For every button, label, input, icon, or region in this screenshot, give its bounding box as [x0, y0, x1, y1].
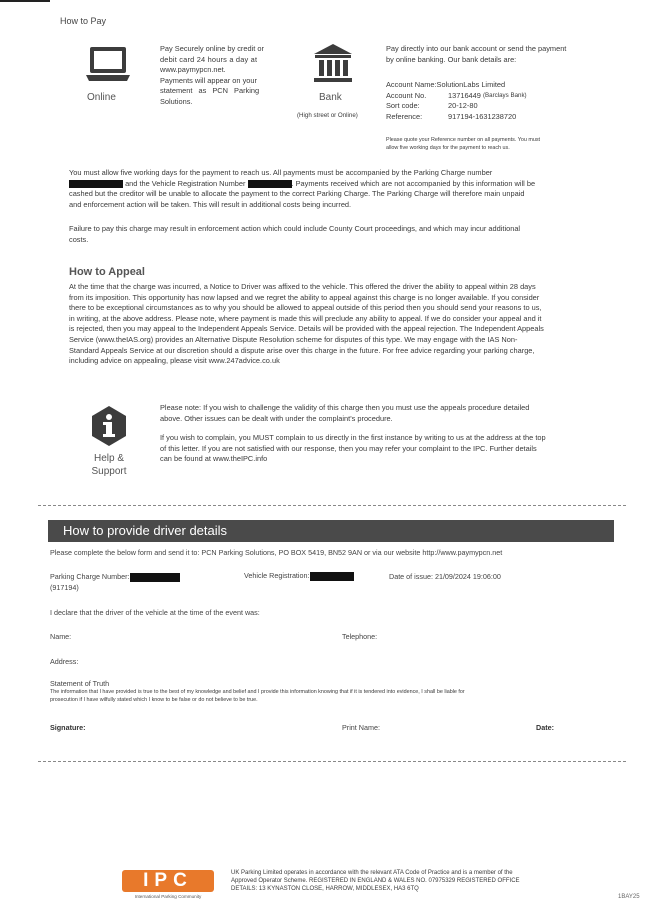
date-of-issue: Date of issue: 21/09/2024 19:06:00	[389, 572, 501, 581]
redacted-block	[248, 180, 292, 188]
vehicle-registration-field[interactable]: Vehicle Registration:	[244, 571, 354, 581]
laptop-icon	[84, 45, 132, 85]
section-title-how-to-pay: How to Pay	[60, 16, 107, 26]
bank-details: Account Name:SolutionLabs Limited Account No. 13716449 (Barclays Bank) Sort code: 20-12-80 Reference: 917194-1631238720	[386, 80, 527, 121]
bank-note: Please quote your Reference number on all payments. You must allow five working days for the payment to reach us.	[386, 137, 541, 151]
driver-details-banner	[48, 520, 614, 542]
ipc-logo-mark: IPC	[122, 870, 214, 892]
redacted-block	[310, 572, 354, 581]
address-field[interactable]: Address:	[50, 657, 79, 666]
payment-body: You must allow five working days for the payment to reach us. All payments must be accompanied by the Parking Charge number and the Vehicle Registration Number . Payments received which are not accompanied by this information will be cashed but the creditor will be unable to allocate the payment to the correct Parking Charge. The Parking Charge will therefore main unpaid and enforcement action will be taken. This will result in additional costs being incurred.	[69, 168, 536, 209]
bank-intro: Pay directly into our bank account or send the payment by online banking. Our bank details are:	[386, 44, 567, 64]
online-description: Pay Securely online by credit or debit card 24 hours a day at www.paymypcn.net. Payments will appear on your statement as PCN Parking Solutions.	[160, 44, 264, 106]
help-para-2: If you wish to complain, you MUST complain to us directly in the first instance by writing to us at the address at the top of this letter. If you are not satisfied with our response, then you may refer your complaint to the IPC. Further details can be found at www.theIPC.info	[160, 433, 546, 464]
help-support-label: Help & Support	[91, 453, 127, 477]
statement-of-truth-title: Statement of Truth	[50, 679, 110, 688]
info-icon	[88, 405, 130, 447]
cut-line	[38, 505, 626, 506]
corner-mark	[0, 0, 50, 2]
bank-icon	[312, 42, 354, 84]
bank-sublabel: (High street or Online)	[297, 112, 358, 119]
bank-label: Bank	[319, 92, 342, 103]
name-field[interactable]: Name:	[50, 632, 72, 641]
section-title-how-to-appeal: How to Appeal	[69, 266, 145, 278]
signature-field[interactable]: Signature:	[50, 723, 86, 732]
parking-charge-field[interactable]: Parking Charge Number: (917194)	[50, 571, 180, 593]
driver-details-title: How to provide driver details	[63, 523, 228, 538]
cut-line	[38, 761, 626, 762]
help-para-1: Please note: If you wish to challenge the validity of this charge then you must use the appeals procedure detailed above. Other issues can be dealt with under the complaint's procedure.	[160, 403, 530, 423]
page-code: 1BAY25	[618, 894, 640, 900]
telephone-field[interactable]: Telephone:	[342, 632, 378, 641]
appeal-text: At the time that the charge was incurred, a Notice to Driver was affixed to the vehicle. This offered the driver the ability to appeal within 28 days from its imposition. This opportunity has now lapsed and we regret the ability to appeal against this charge is no longer available. If you consider there to be exceptional circumstances as to why you should be allowed to appeal outside of this period then you should send your reasons to us, in writing, at the above address. Please note, where payment is made this will preclude any ability to appeal. If we do consider your appeal and it is rejected, then you may appeal to the Independent Appeals Service. Details will be provided with the appeal rejection. The Independent Appeals Service (www.theIAS.org) provides an Alternative Dispute Resolution scheme for disputes of this type. We may engage with the IAS Non- Standard Appeals Service at our discretion should a dispute arise over this charge in the future. For free advice regarding your parking charge, including advice on appealing, please visit www.247advice.co.uk	[69, 282, 544, 366]
date-field[interactable]: Date:	[536, 723, 554, 732]
online-label: Online	[87, 92, 116, 103]
statement-of-truth-text: The information that I have provided is true to the best of my knowledge and belief and I provide this information knowing that if it is tendered into evidence, I shall be liable for prosecution if I have wilfully stated which I know to be false or do not believe to be true.	[50, 689, 465, 703]
footer-company-text: UK Parking Limited operates in accordance with the relevant ATA Code of Practice and is a member of the Approved Operator Scheme. REGISTERED IN ENGLAND & WALES NO. 07975329 REGISTERED OFFICE DETAILS: 13 KYNASTON CLOSE, HARROW, MIDDLESEX, HA3 6TQ	[231, 870, 520, 892]
redacted-block	[130, 573, 180, 582]
ipc-logo: IPC International Parking Community	[122, 870, 214, 904]
declaration-text: I declare that the driver of the vehicle at the time of the event was:	[50, 608, 260, 617]
print-name-field[interactable]: Print Name:	[342, 723, 380, 732]
redacted-block	[69, 180, 123, 188]
failure-text: Failure to pay this charge may result in enforcement action which could include County Court proceedings, and which may incur additional costs.	[69, 224, 521, 244]
driver-details-intro: Please complete the below form and send it to: PCN Parking Solutions, PO BOX 5419, BN52 9AN or via our website http://www.paymypcn.net	[50, 548, 503, 557]
